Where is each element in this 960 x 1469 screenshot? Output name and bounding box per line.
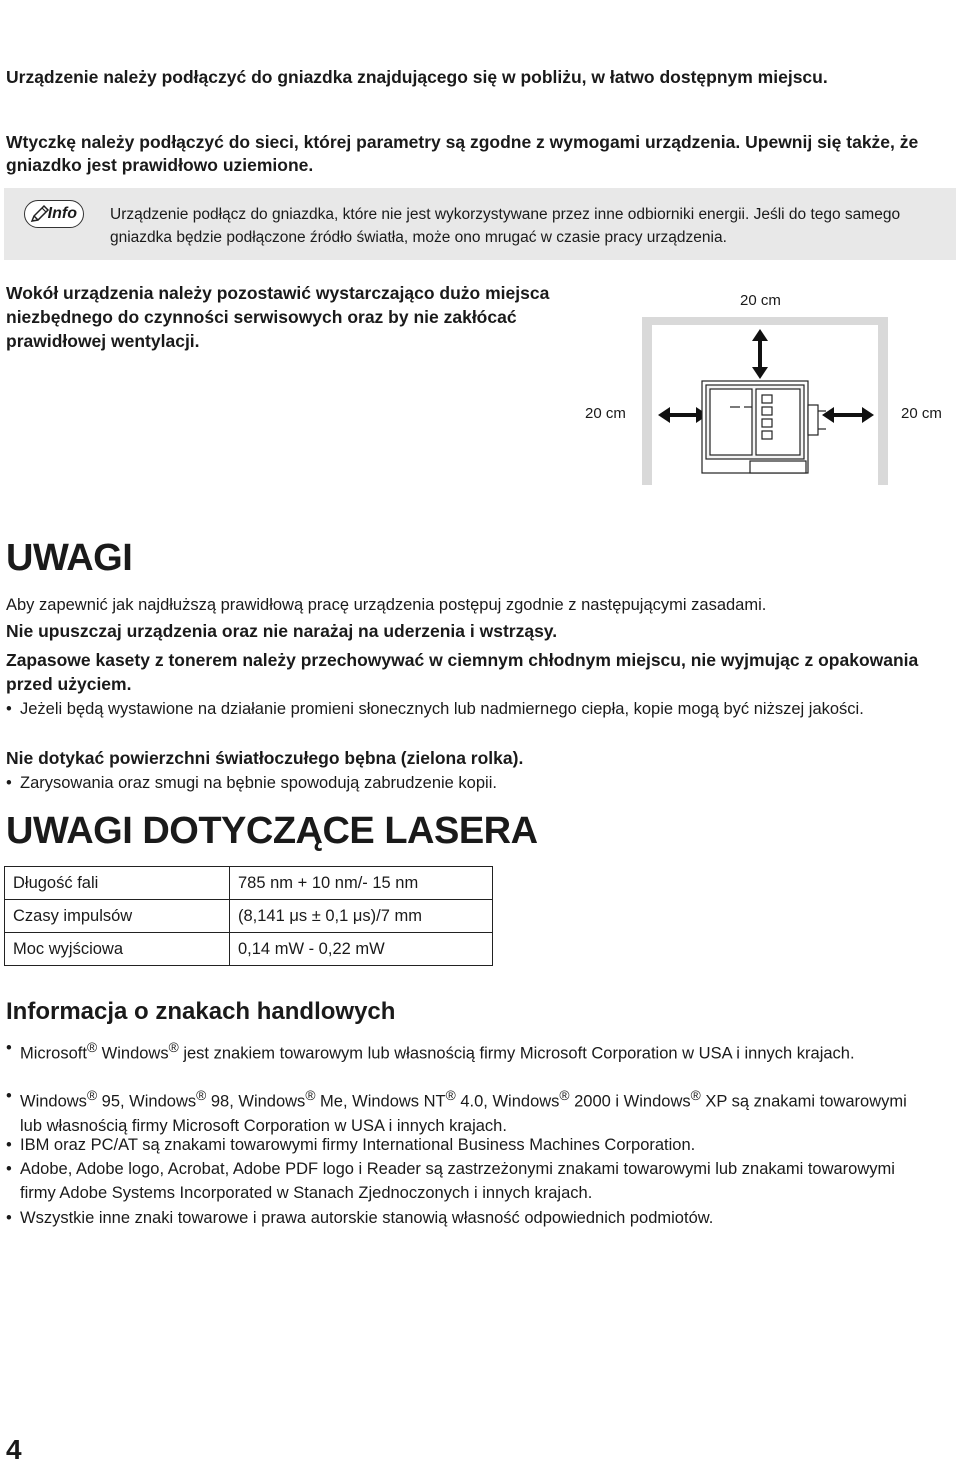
uwagi-rule-3-bullet: • Zarysowania oraz smugi na bębnie spowodują zabrudzenie kopii. (6, 774, 497, 792)
registered-mark: ® (305, 1088, 316, 1103)
registered-mark: ® (690, 1088, 701, 1103)
trademark-item-4: • Adobe, Adobe logo, Acrobat, Adobe PDF logo i Reader są zastrzeżonymi znakami towarowymi lub znakami towarowymi firmy Adobe Systems Incorporated w Stanach Zjednoczonych i innych krajach. (6, 1160, 895, 1202)
uwagi-rule-2: Zapasowe kasety z tonerem należy przechowywać w ciemnym chłodnym miejscu, nie wyjmując z opakowania przed użyciem. (6, 650, 919, 694)
clearance-label-left: 20 cm (585, 405, 626, 422)
laser-table (4, 866, 493, 966)
table-row (5, 900, 493, 933)
uwagi-heading: UWAGI (6, 537, 133, 579)
table-row (5, 933, 493, 966)
clearance-label-right: 20 cm (901, 405, 942, 422)
trademark-item-1: • Microsoft® Windows® jest znakiem towarowym lub własnością firmy Microsoft Corporation w USA i innych krajach. (6, 1039, 855, 1063)
uwagi-rule-2-bullet: • Jeżeli będą wystawione na działanie promieni słonecznych lub nadmiernego ciepła, kopie mogą być niższej jakości. (6, 700, 864, 718)
registered-mark: ® (196, 1088, 207, 1103)
trademark-item-3: • IBM oraz PC/AT są znakami towarowymi firmy International Business Machines Corporation. (6, 1136, 696, 1154)
registered-mark: ® (86, 1040, 98, 1055)
laser-label: Czasy impulsów (5, 900, 230, 933)
ventilation-text: Wokół urządzenia należy pozostawić wystarczająco dużo miejsca niezbędnego do czynności serwisowych oraz by nie zakłócać prawidłowej wentylacji. (6, 283, 550, 351)
registered-mark: ® (445, 1088, 456, 1103)
right-arrow (822, 407, 874, 423)
copier-top-view (702, 381, 826, 473)
info-badge (24, 200, 84, 228)
laser-label: Moc wyjściowa (5, 933, 230, 966)
info-badge-label: Info (47, 205, 77, 222)
uwagi-intro: Aby zapewnić jak najdłuższą prawidłową pracę urządzenia postępuj zgodnie z następującymi zasadami. (6, 596, 767, 614)
uwagi-rule-3: Nie dotykać powierzchni światłoczułego bębna (zielona rolka). (6, 748, 524, 768)
intro-paragraph-1: Urządzenie należy podłączyć do gniazdka znajdującego się w pobliżu, w łatwo dostępnym miejscu. (6, 67, 828, 87)
laser-value: 785 nm + 10 nm/- 15 nm (230, 867, 493, 900)
clearance-diagram (570, 285, 955, 490)
registered-mark: ® (559, 1088, 570, 1103)
intro-paragraph-2: Wtyczkę należy podłączyć do sieci, której parametry są zgodne z wymogami urządzenia. Upewnij się także, że gniazdko jest prawidłowo uziemione. (6, 132, 919, 175)
top-arrow (752, 329, 768, 379)
uwagi-rule-1: Nie upuszczaj urządzenia oraz nie narażaj na uderzenia i wstrząsy. (6, 621, 558, 641)
laser-value: (8,141 μs ± 0,1 μs)/7 mm (230, 900, 493, 933)
info-note-text: Urządzenie podłącz do gniazdka, które nie jest wykorzystywane przez inne odbiorniki energii. Jeśli do tego samego gniazdka będzie podłączone źródło światła, może ono mrugać w czasie pracy urządzenia. (110, 206, 901, 246)
trademark-item-5: • Wszystkie inne znaki towarowe i prawa autorskie stanowią własność odpowiednich podmiotów. (6, 1209, 714, 1227)
left-arrow (658, 407, 708, 423)
table-row (5, 867, 493, 900)
page-number: 4 (6, 1434, 22, 1465)
laser-heading: UWAGI DOTYCZĄCE LASERA (6, 810, 538, 852)
laser-value: 0,14 mW - 0,22 mW (230, 933, 493, 966)
trademark-item-2: • Windows® 95, Windows® 98, Windows® Me, Windows NT® 4.0, Windows® 2000 i Windows® XP są znakami towarowymi lub własnością firmy Microsoft Corporation w USA i innych krajach. (6, 1087, 907, 1135)
clearance-label-top: 20 cm (740, 292, 781, 309)
trademarks-heading: Informacja o znakach handlowych (6, 998, 396, 1025)
registered-mark: ® (86, 1088, 98, 1103)
registered-mark: ® (168, 1040, 179, 1055)
laser-label: Długość fali (5, 867, 230, 900)
pencil-icon (29, 204, 51, 224)
